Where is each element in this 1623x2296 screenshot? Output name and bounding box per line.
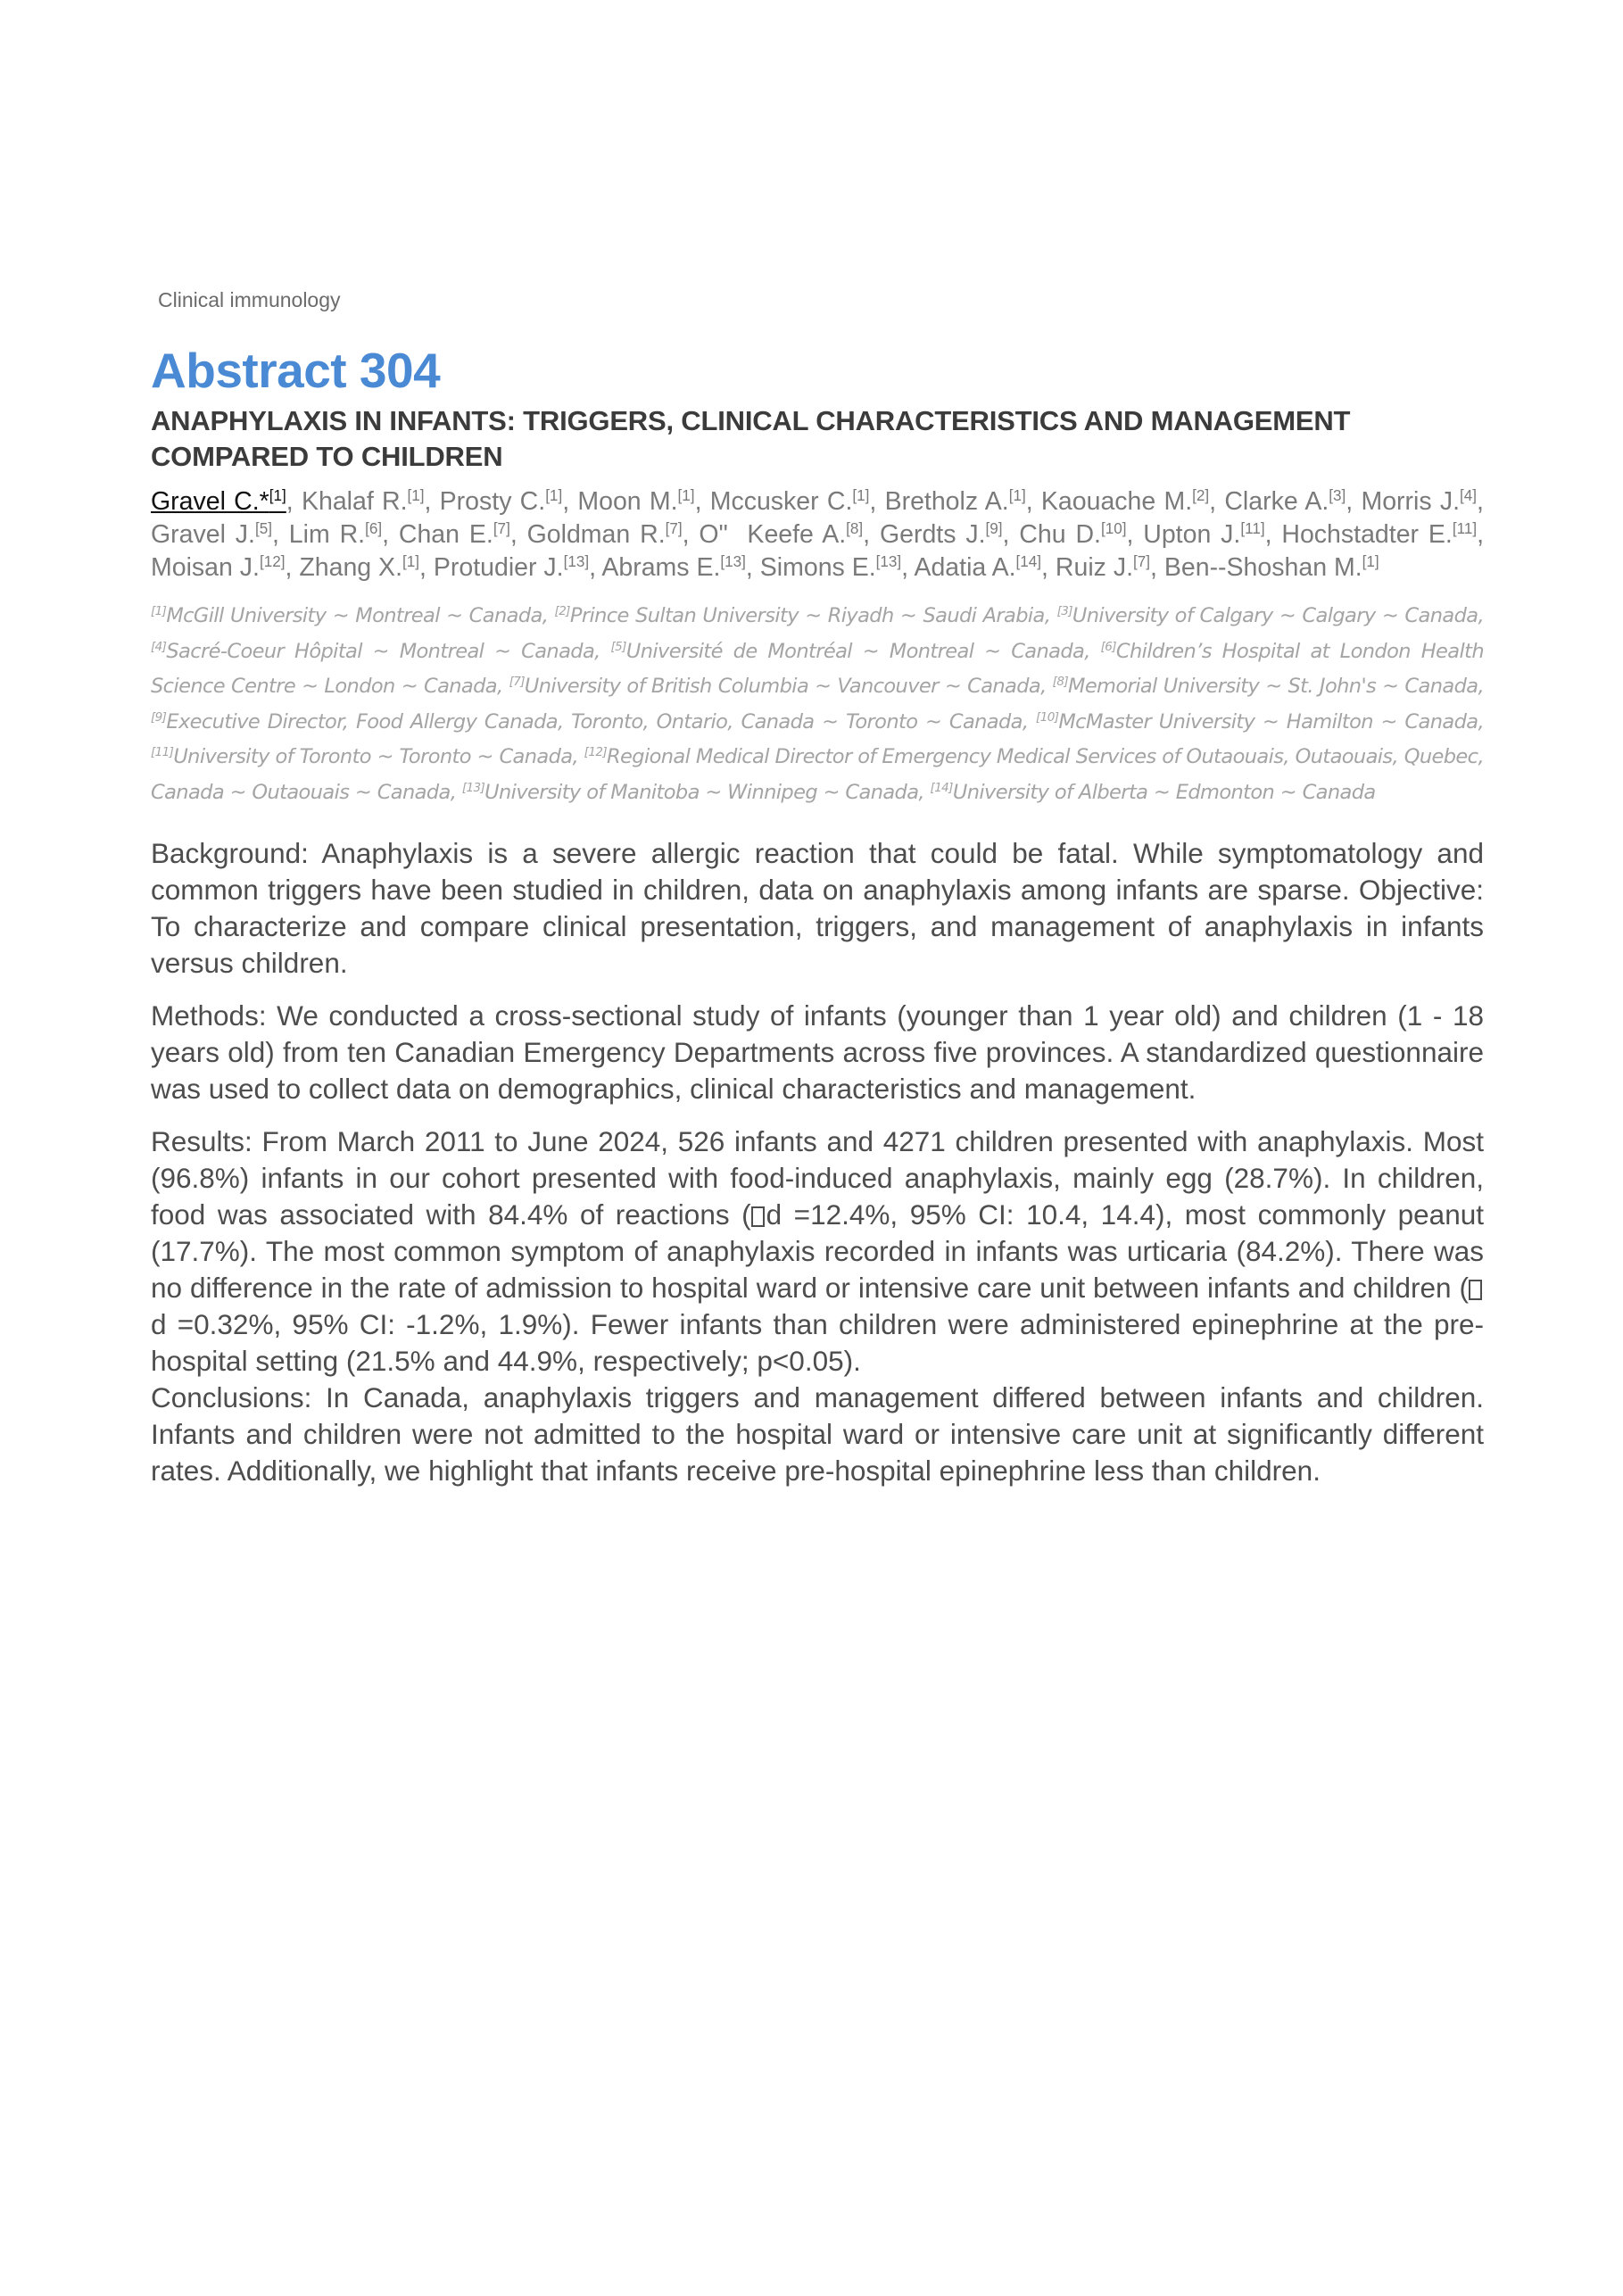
category-label: Clinical immunology (158, 288, 341, 311)
author: Chan E.[7] (398, 519, 510, 549)
author: Lim R.[6] (288, 519, 383, 549)
affiliation: [4]Sacré-Coeur Hôpital ~ Montreal ~ Canada (151, 639, 595, 663)
affiliation: [12]Regional Medical Director of Emergency Medical Services of Outaouais, Outaouais, Quebec, Canada ~ Outaouais ~ Canada (151, 744, 1484, 804)
author: Clarke A.[3] (1224, 486, 1346, 516)
author: Gerdts J.[9] (879, 519, 1003, 549)
author: O" Keefe A.[8] (699, 519, 864, 549)
results-paragraph: Results: From March 2011 to June 2024, 526 infants and 4271 children presented with anaphylaxis. Most (96.8%) infants in our cohort presented with food-induced anaphylaxis, mainly egg (28.7%). In children, food was associated with 84.4% of reactions ( d =12.4%, 95% CI: 10.4, 14.4), most commonly peanut (17.7%). The most common symptom of anaphylaxis recorded in infants was urticaria (84.2%). There was no difference in the rate of admission to hospital ward or intensive care unit between infants and children (d =0.32%, 95% CI: -1.2%, 1.9%). Fewer infants than children were administered epinephrine at the pre-hospital setting (21.5% and 44.9%, respectively; p<0.05). (151, 1125, 1484, 1377)
affiliation-list: [1]McGill University ~ Montreal ~ Canada, [2]Prince Sultan University ~ Riyadh ~ Saudi Arabia, [3]University of Calgary ~ Calgary ~ Canada, [4]Sacré-Coeur Hôpital ~ Montreal ~ Canada, [5]Université de Montréal ~ Montreal ~ Canada, [6]Children’s Hospital at London Health Science Centre ~ London ~ Canada, [7]University of British Columbia ~ Vancouver ~ Canada, [8]Memorial University ~ St. John's ~ Canada, [9]Executive Director, Food Allergy Canada, Toronto, Ontario, Canada ~ Toronto ~ Canada, [10]McMaster University ~ Hamilton ~ Canada, [11]University of Toronto ~ Toronto ~ Canada, [12]Regional Medical Director of Emergency Medical Services of Outaouais, Outaouais, Quebec, Canada ~ Outaouais ~ Canada, [13]University of Manitoba ~ Winnipeg ~ Canada, [14]University of Alberta ~ Edmonton ~ Canada (151, 603, 1485, 804)
author: Simons E.[13] (759, 552, 902, 582)
affiliation: [2]Prince Sultan University ~ Riyadh ~ Saudi Arabia (554, 603, 1045, 627)
affiliation: [11]University of Toronto ~ Toronto ~ Canada (151, 744, 573, 768)
affiliation: [3]University of Calgary ~ Calgary ~ Canada (1056, 603, 1478, 627)
author: Abrams E.[13] (601, 552, 746, 582)
author: Ruiz J.[7] (1055, 552, 1151, 582)
author: Zhang X.[1] (299, 552, 419, 582)
affiliation: [8]Memorial University ~ St. John's ~ Canada (1052, 674, 1478, 698)
affiliation: [14]University of Alberta ~ Edmonton ~ Canada (930, 780, 1376, 804)
author: Gravel J.[5] (151, 519, 272, 549)
author: Goldman R.[7] (526, 519, 683, 549)
author: Chu D.[10] (1019, 519, 1127, 549)
author: Adatia A.[14] (914, 552, 1042, 582)
affiliation: [10]McMaster University ~ Hamilton ~ Canada (1036, 709, 1478, 734)
author: Kaouache M.[2] (1040, 486, 1210, 516)
author: Moon M.[1] (577, 486, 695, 516)
background-paragraph: Background: Anaphylaxis is a severe allergic reaction that could be fatal. While symptomatology and common triggers have been studied in children, data on anaphylaxis among infants are sparse. Objective: To characterize and compare clinical presentation, triggers, and management of anaphylaxis in infants versus children. (151, 837, 1484, 979)
abstract-number-heading: Abstract 304 (151, 343, 441, 398)
author: Bretholz A.[1] (884, 486, 1026, 516)
affiliation: [6]Children’s Hospital at London Health Science Centre ~ London ~ Canada (151, 639, 1484, 698)
author-list: Gravel C.*[1], Khalaf R.[1], Prosty C.[1], Moon M.[1], Mccusker C.[1], Bretholz A.[1], Kaouache M.[2], Clarke A.[3], Morris J.[4], Gravel J.[5], Lim R.[6], Chan E.[7], Goldman R.[7], O" Keefe A.[8], Gerdts J.[9], Chu D.[10], Upton J.[11], Hochstadter E.[11], Moisan J.[12], Zhang X.[1], Protudier J.[13], Abrams E.[13], Simons E.[13], Adatia A.[14], Ruiz J.[7], Ben--Shoshan M.[1] (151, 486, 1484, 582)
paper-title: ANAPHYLAXIS IN INFANTS: TRIGGERS, CLINICAL CHARACTERISTICS AND MANAGEMENT COMPARED TO CHILDREN (151, 405, 1351, 472)
author-presenting: Gravel C.*[1] (151, 486, 286, 516)
author: Moisan J.[12] (151, 552, 286, 582)
conclusions-paragraph: Conclusions: In Canada, anaphylaxis triggers and management differed between infants and children. Infants and children were not admitted to the hospital ward or intensive care unit at significantly different rates. Additionally, we highlight that infants receive pre-hospital epinephrine less than children. (151, 1381, 1484, 1487)
affiliation: [1]McGill University ~ Montreal ~ Canada (151, 603, 542, 627)
author: Khalaf R.[1] (301, 486, 425, 516)
missing-delta-glyph-icon (1469, 1280, 1482, 1300)
author: Ben--Shoshan M.[1] (1163, 552, 1379, 582)
affiliation: [13]University of Manitoba ~ Winnipeg ~ Canada (461, 780, 919, 804)
missing-delta-glyph-icon (751, 1206, 765, 1227)
author: Protudier J.[13] (433, 552, 590, 582)
author: Upton J.[11] (1143, 519, 1265, 549)
author: Mccusker C.[1] (709, 486, 870, 516)
abstract-page (151, 286, 1484, 1505)
affiliation: [7]University of British Columbia ~ Vancouver ~ Canada (509, 674, 1041, 698)
methods-paragraph: Methods: We conducted a cross-sectional study of infants (younger than 1 year old) and children (1 - 18 years old) from ten Canadian Emergency Departments across five provinces. A standardized questionnaire was used to collect data on demographics, clinical characteristics and management. (151, 999, 1484, 1105)
author: Morris J.[4] (1361, 486, 1478, 516)
affiliation: [5]Université de Montréal ~ Montreal ~ Canada (610, 639, 1085, 663)
author: Hochstadter E.[11] (1281, 519, 1478, 549)
author: Prosty C.[1] (439, 486, 563, 516)
affiliation: [9]Executive Director, Food Allergy Canada, Toronto, Ontario, Canada ~ Toronto ~ Canada (151, 709, 1023, 734)
